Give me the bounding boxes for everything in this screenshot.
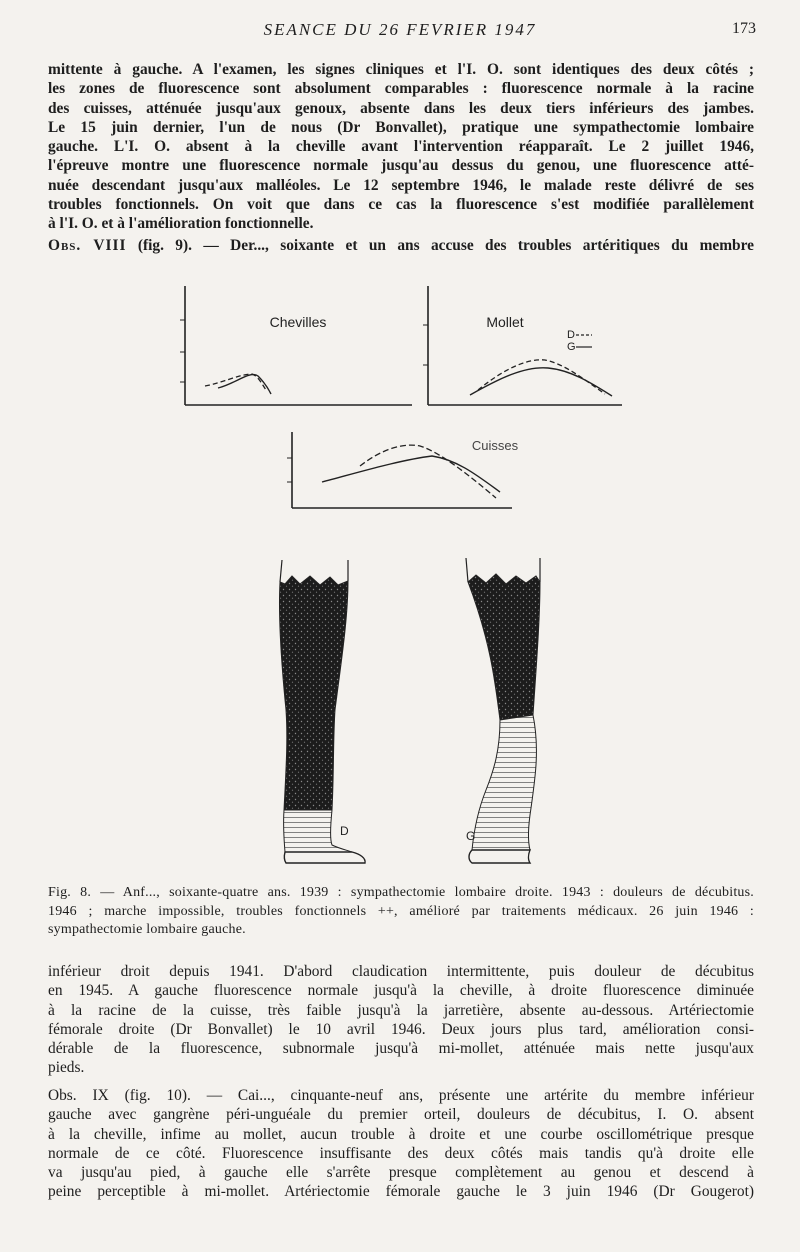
text-line: normale de ce côté. Fluorescence insuffisante des deux côtés mais tandis qu'à droite elle — [48, 1144, 754, 1162]
caption-line: 1946 ; marche impossible, troubles fonctionnels ++, amélioré par traitements médicaux. 26 juin 1946 : — [48, 903, 754, 919]
curve-g-solid — [470, 368, 612, 396]
leg-d-foot — [284, 852, 365, 863]
text-line: Obs. IX (fig. 10). — Cai..., cinquante-neuf ans, présente une artérite du membre inférieur — [48, 1087, 754, 1104]
figure-fluorescence-legs — [0, 270, 800, 882]
paragraph-obs-viii-intro — [48, 236, 754, 255]
leg-label-g: G — [466, 829, 476, 843]
text-line: peine perceptible à mi-mollet. Artériectomie fémorale gauche le 3 juin 1946 (Dr Gougerot) — [48, 1183, 754, 1201]
text-line: pieds. — [48, 1059, 85, 1077]
figure-caption — [48, 884, 754, 940]
text-line: à l'I. O. et à l'amélioration fonctionnelle. — [48, 215, 314, 233]
leg-label-d: D — [340, 824, 349, 838]
leg-g-hatched-zone — [472, 715, 536, 850]
panel-label-mollet: Mollet — [486, 314, 524, 330]
curve-d-dashed — [360, 445, 496, 498]
curve-d-dashed — [205, 374, 266, 390]
text-line: à la cheville, infime au mollet, aucun trouble à droite et une courbe oscillométrique presque — [48, 1125, 754, 1143]
caption-line: Fig. 8. — Anf..., soixante-quatre ans. 1939 : sympathectomie lombaire droite. 1943 : douleurs de décubitus. — [48, 885, 754, 900]
text-line: des cuisses, atténuée jusqu'aux genoux, absente dans les deux tiers inférieurs des jambes. — [48, 99, 754, 117]
text-line: les zones de fluorescence sont absolument comparables : fluorescence normale à la racine — [48, 80, 754, 98]
text-line: en 1945. A gauche fluorescence normale jusqu'à la cheville, à droite fluorescence diminuée — [48, 982, 754, 1000]
caption-line: sympathectomie lombaire gauche. — [48, 922, 246, 937]
text-line: fémorale droite (Dr Bonvallet) le 10 avril 1946. Deux jours plus tard, amélioration consi- — [48, 1020, 754, 1038]
text-line: à la racine de la cuisse, très faible jusqu'à la jarretière, absente au-dessous. Artériectomie — [48, 1001, 754, 1019]
graph-panel-chevilles — [180, 286, 412, 405]
leg-d-stippled-zone — [279, 576, 348, 810]
running-head — [0, 14, 800, 42]
legend-d-label: D — [567, 329, 575, 341]
obs-label: Obs. VIII — [48, 237, 127, 254]
panel-label-cuisses: Cuisses — [471, 438, 519, 453]
text-line: gauche avec gangrène péri-unguéale du premier orteil, douleurs de décubitus, I. O. absent — [48, 1106, 754, 1124]
obs-text: (fig. 9). — Der..., soixante et un ans accuse des troubles artéritiques du membre — [137, 237, 754, 254]
text-line: mittente à gauche. A l'examen, les signes cliniques et l'I. O. sont identiques des deux côtés ; — [48, 61, 754, 78]
text-line: gauche. L'I. O. absent à la cheville avant l'intervention réapparaît. Le 2 juillet 1946, — [48, 138, 754, 156]
panel-label-chevilles: Chevilles — [269, 314, 327, 330]
text-line: l'épreuve montre une fluorescence normale jusqu'au dessus du genou, une fluorescence atté- — [48, 157, 754, 175]
leg-diagram-left — [466, 558, 540, 863]
text-line: troubles fonctionnels. On voit que dans ce cas la fluorescence s'est modifiée parallèlement — [48, 196, 754, 214]
paragraph-obs-ix — [48, 1086, 754, 1202]
leg-diagram-right — [279, 560, 365, 863]
leg-g-foot — [469, 850, 530, 863]
curve-d-dashed — [478, 360, 605, 394]
graph-panel-mollet — [423, 286, 622, 405]
paragraph-obs-vii-end — [48, 60, 754, 234]
curve-g-solid — [218, 375, 271, 394]
running-title: SEANCE DU 26 FEVRIER 1947 — [263, 20, 537, 39]
text-line: inférieur droit depuis 1941. D'abord claudication intermittente, puis douleur de décubitus — [48, 963, 754, 980]
page-number: 173 — [732, 20, 756, 37]
paragraph-obs-viii-body — [48, 962, 754, 1078]
text-line: Le 15 juin dernier, l'un de nous (Dr Bonvallet), pratique une sympathectomie lombaire — [48, 118, 754, 136]
text-line: dérable de la fluorescence, subnormale jusqu'à mi-mollet, atténuée mais nette jusqu'aux — [48, 1040, 754, 1058]
text-line: va jusqu'au pied, à gauche elle s'arrête presque complètement au genou et descend à — [48, 1164, 754, 1182]
text-line: nuée descendant jusqu'aux malléoles. Le 12 septembre 1946, le malade reste délivré de ses — [48, 176, 754, 194]
legend-g-label: G — [567, 341, 576, 353]
graph-panel-cuisses — [287, 432, 519, 508]
curve-g-solid — [322, 456, 500, 492]
leg-g-stippled-zone — [468, 574, 540, 720]
